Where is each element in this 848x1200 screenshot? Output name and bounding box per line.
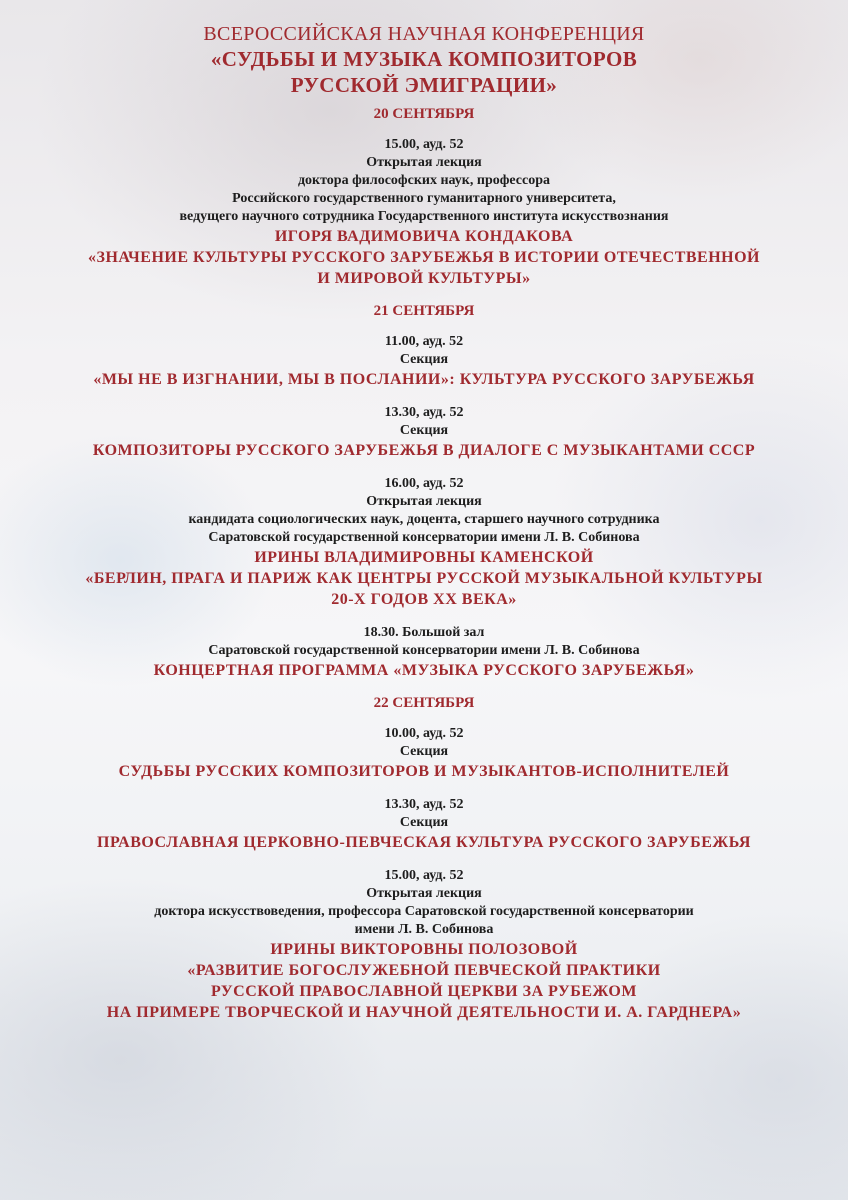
event-type: Секция [399,423,449,438]
event-topic: «РАЗВИТИЕ БОГОСЛУЖЕБНОЙ ПЕВЧЕСКОЙ ПРАКТИКИ [187,962,661,979]
spacer [0,713,848,725]
program-event [0,390,848,461]
program-day [0,289,848,681]
event-type: Открытая лекция [366,494,482,509]
speaker-credentials: кандидата социологических наук, доцента, старшего научного сотрудника [188,512,660,527]
program-day [0,681,848,1023]
speaker-credentials: доктора искусствоведения, профессора Саратовской государственной консерватории [154,904,694,919]
event-topic: РУССКОЙ ПРАВОСЛАВНОЙ ЦЕРКВИ ЗА РУБЕЖОМ [211,983,637,1000]
speaker-name: ИГОРЯ ВАДИМОВИЧА КОНДАКОВА [274,228,574,245]
spacer [0,124,848,136]
speaker-name: ИРИНЫ ВЛАДИМИРОВНЫ КАМЕНСКОЙ [254,549,594,566]
event-topic: «ЗНАЧЕНИЕ КУЛЬТУРЫ РУССКОГО ЗАРУБЕЖЬЯ В ИСТОРИИ ОТЕЧЕСТВЕННОЙ [88,249,760,266]
poster [0,22,848,1023]
speaker-name: ИРИНЫ ВИКТОРОВНЫ ПОЛОЗОВОЙ [270,941,578,958]
program-event [0,853,848,1023]
event-type: Секция [399,352,449,367]
day-date: 22 СЕНТЯБРЯ [373,695,475,711]
event-time: 15.00, ауд. 52 [384,868,464,883]
conference-title-line-1: «СУДЬБЫ И МУЗЫКА КОМПОЗИТОРОВ [210,47,638,71]
program-event [0,333,848,390]
conference-header [0,22,848,98]
event-type: Открытая лекция [366,155,482,170]
program-event [0,725,848,782]
event-time: 15.00, ауд. 52 [384,137,464,152]
program-event [0,610,848,681]
speaker-credentials: доктора философских наук, профессора [297,173,551,188]
event-time: 16.00, ауд. 52 [384,476,464,491]
spacer [0,681,848,693]
event-topic: НА ПРИМЕРЕ ТВОРЧЕСКОЙ И НАУЧНОЙ ДЕЯТЕЛЬНОСТИ И. А. ГАРДНЕРА» [106,1004,742,1021]
event-time: 13.30, ауд. 52 [384,797,464,812]
day-date: 21 СЕНТЯБРЯ [373,303,475,319]
spacer [0,321,848,333]
spacer [0,461,848,475]
speaker-credentials: Российского государственного гуманитарного университета, [232,191,616,206]
speaker-credentials: ведущего научного сотрудника Государственного института искусствознания [179,209,669,224]
event-type: Секция [399,815,449,830]
program-event [0,461,848,610]
program-day [0,98,848,289]
day-date: 20 СЕНТЯБРЯ [373,106,475,122]
spacer [0,610,848,624]
spacer [0,289,848,301]
event-type: Секция [399,744,449,759]
event-topic: «БЕРЛИН, ПРАГА И ПАРИЖ КАК ЦЕНТРЫ РУССКОЙ МУЗЫКАЛЬНОЙ КУЛЬТУРЫ [85,570,763,587]
event-topic: И МИРОВОЙ КУЛЬТУРЫ» [317,270,531,287]
speaker-credentials: Саратовской государственной консерватории имени Л. В. Собинова [208,530,640,545]
program-event [0,782,848,853]
event-type: Открытая лекция [366,886,482,901]
spacer [0,853,848,867]
program-event [0,136,848,289]
conference-title-line-2: РУССКОЙ ЭМИГРАЦИИ» [290,73,558,97]
event-topic: КОМПОЗИТОРЫ РУССКОГО ЗАРУБЕЖЬЯ В ДИАЛОГЕ С МУЗЫКАНТАМИ СССР [92,442,756,459]
event-topic: «МЫ НЕ В ИЗГНАНИИ, МЫ В ПОСЛАНИИ»: КУЛЬТУРА РУССКОГО ЗАРУБЕЖЬЯ [93,371,755,388]
program [0,98,848,1023]
spacer [0,390,848,404]
spacer [0,782,848,796]
event-time: 11.00, ауд. 52 [384,334,464,349]
event-topic: КОНЦЕРТНАЯ ПРОГРАММА «МУЗЫКА РУССКОГО ЗАРУБЕЖЬЯ» [153,662,695,679]
speaker-credentials: Саратовской государственной консерватории имени Л. В. Собинова [208,643,640,658]
event-topic: СУДЬБЫ РУССКИХ КОМПОЗИТОРОВ И МУЗЫКАНТОВ-ИСПОЛНИТЕЛЕЙ [118,763,730,780]
event-time: 18.30. Большой зал [363,625,485,640]
event-time: 13.30, ауд. 52 [384,405,464,420]
speaker-credentials: имени Л. В. Собинова [354,922,494,937]
event-topic: 20-Х ГОДОВ XX ВЕКА» [331,591,517,608]
event-time: 10.00, ауд. 52 [384,726,464,741]
conference-type: ВСЕРОССИЙСКАЯ НАУЧНАЯ КОНФЕРЕНЦИЯ [203,23,645,45]
event-topic: ПРАВОСЛАВНАЯ ЦЕРКОВНО-ПЕВЧЕСКАЯ КУЛЬТУРА РУССКОГО ЗАРУБЕЖЬЯ [97,834,751,851]
